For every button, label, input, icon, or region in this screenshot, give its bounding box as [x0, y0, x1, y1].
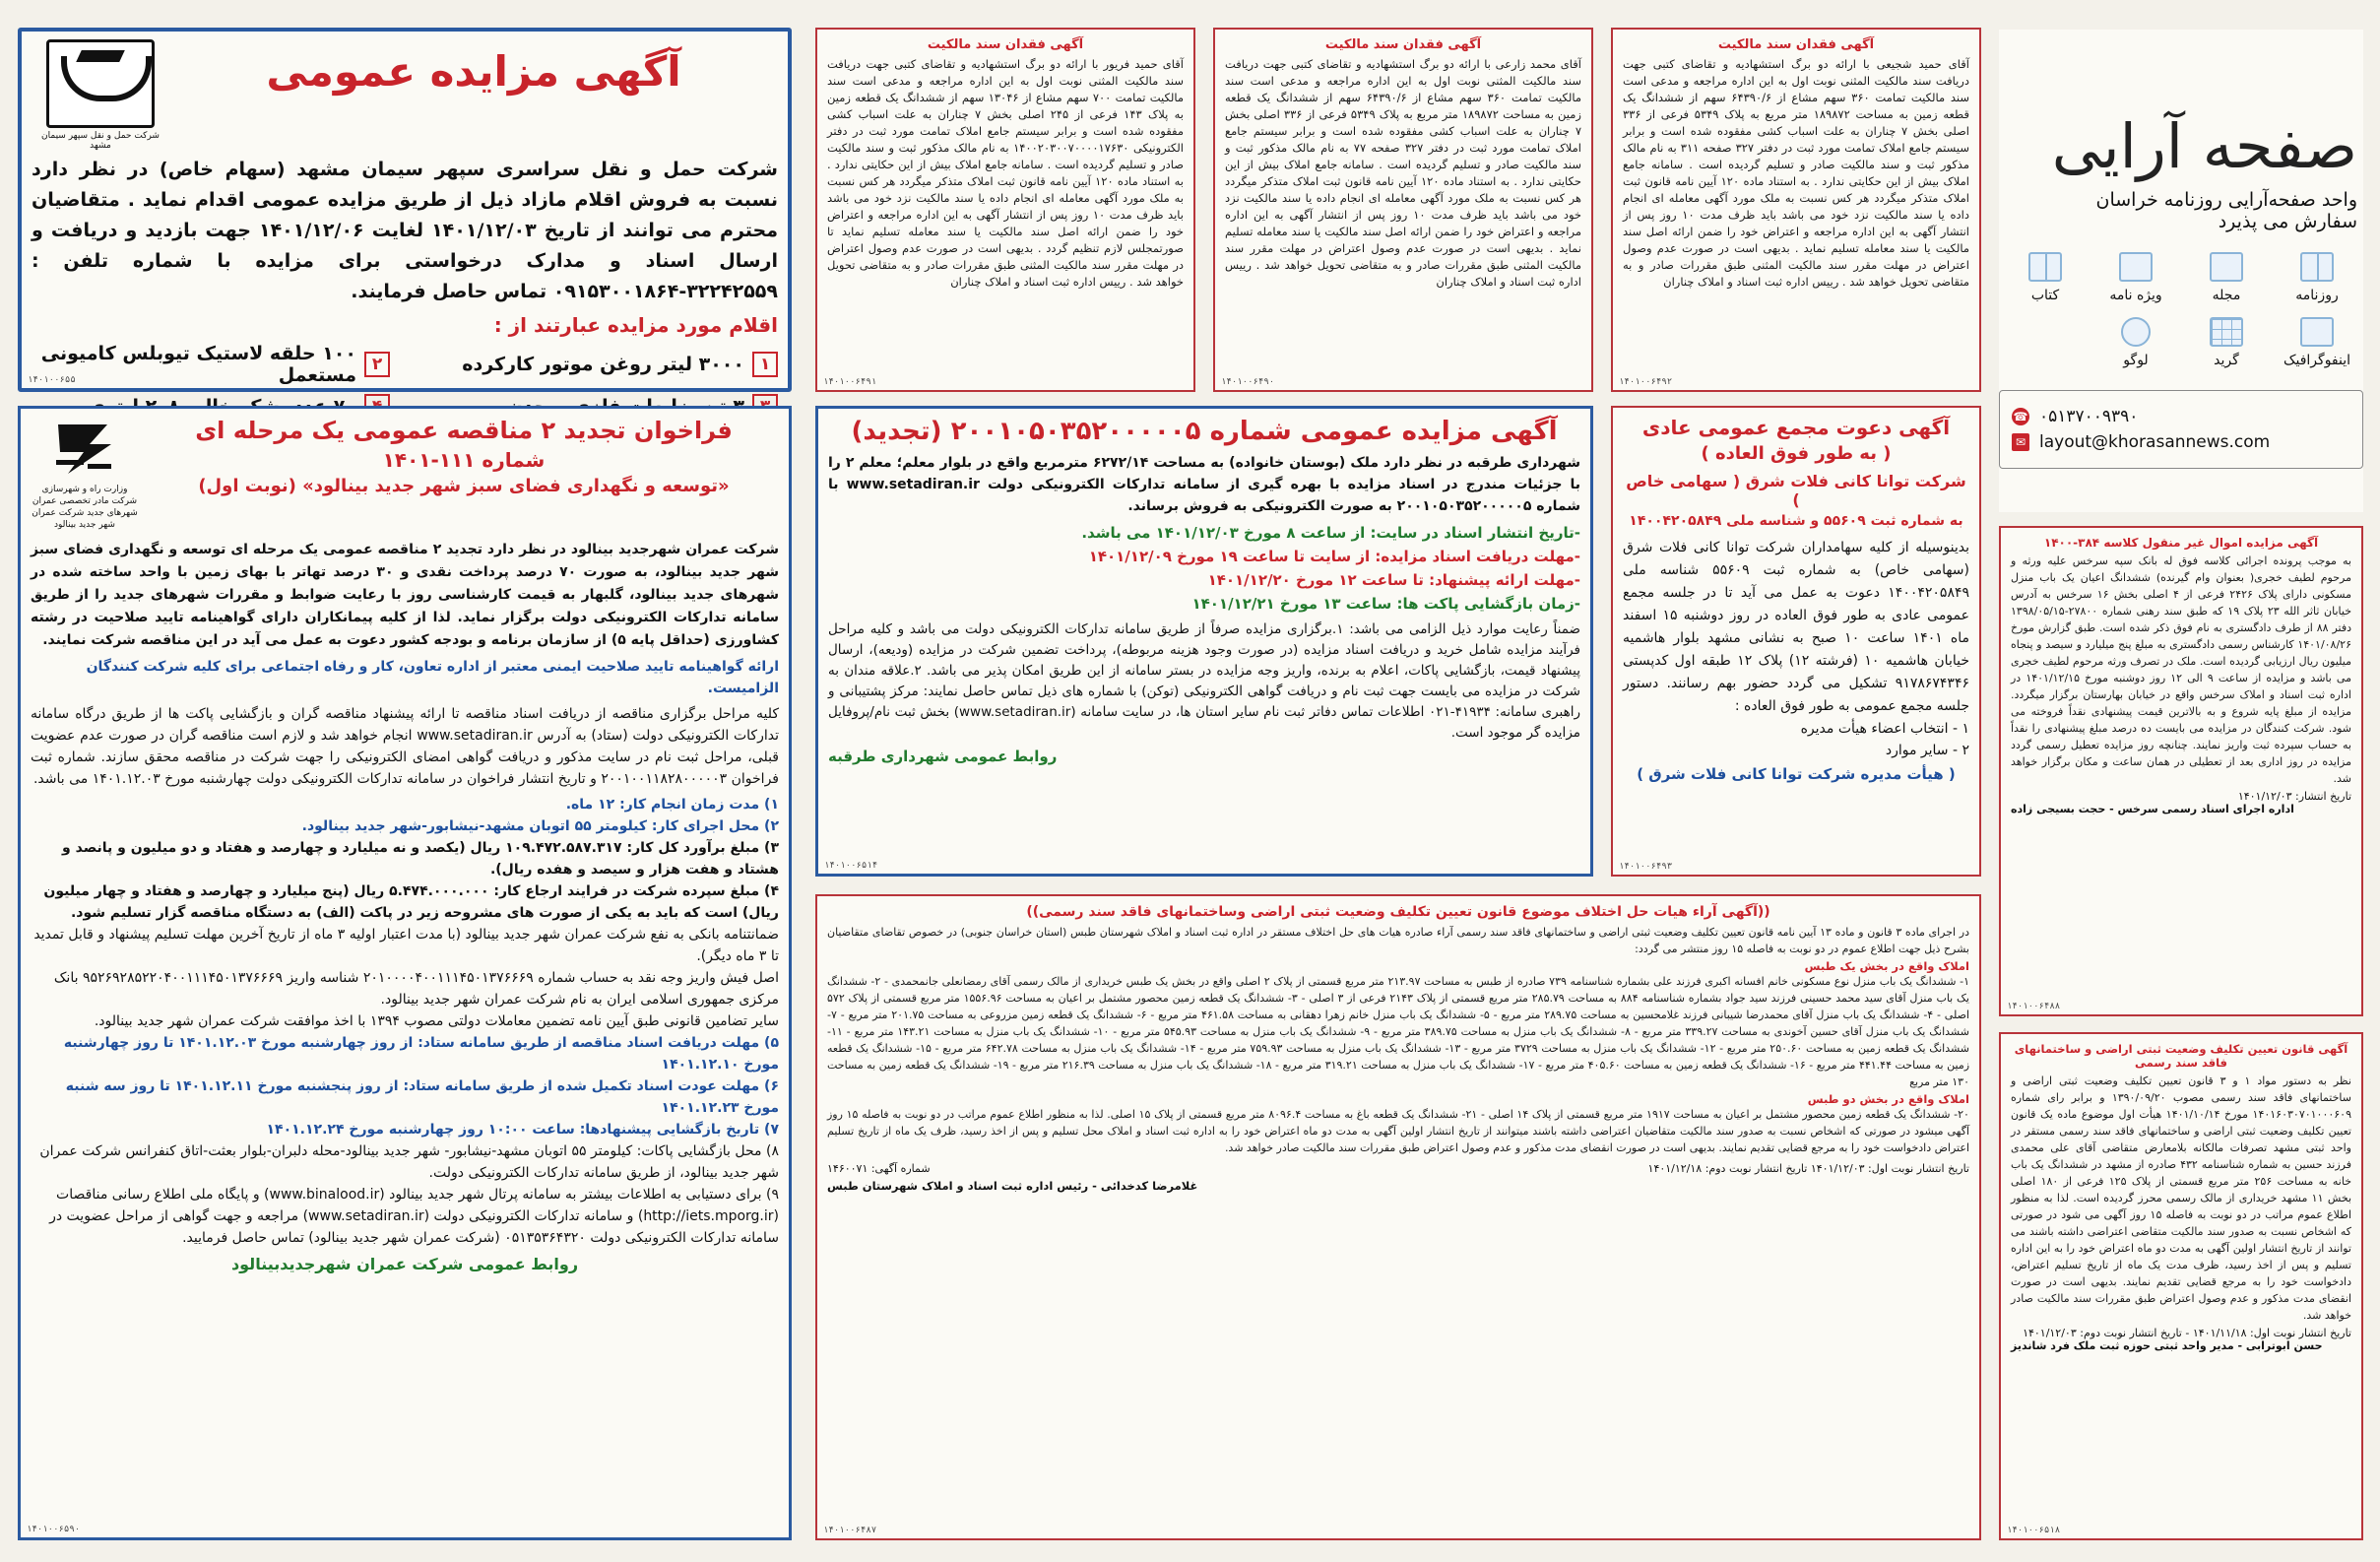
municipal-auction-ad — [815, 406, 1593, 877]
ministry-logo-icon — [50, 417, 119, 480]
assembly-reg: به شماره ثبت ۵۵۶۰۹ و شناسه ملی ۱۴۰۰۴۲۰۵۸۴۹ — [1629, 513, 1963, 529]
land-law-section-1: املاک واقع در بخش یک طبس — [1804, 959, 1969, 973]
municipal-dates — [828, 521, 1580, 616]
logo-icon — [2121, 317, 2151, 347]
tender-number: شماره ۱۱۱-۱۴۰۱ — [382, 448, 546, 472]
tender-logo-caption: وزارت راه و شهرسازی شرکت مادر تخصصی عمران شهرهای جدید شرکت عمران شهر جدید بینالود — [32, 485, 138, 530]
layout-title: صفحه آرایی — [2051, 110, 2357, 182]
land-law-title: ((آگهی آراء هیات حل اختلاف موضوع قانون تعیین تکلیف وضعیت ثبتی اراضی وساختمانهای فاقد سند رسمی)) — [1026, 904, 1770, 920]
land-law-small-footer: حسن ابوترابی - مدیر واحد ثبتی حوزه ثبت ملک فرد شاندیز — [2011, 1339, 2323, 1352]
land-law-section-2: املاک واقع در بخش دو طبس — [1807, 1092, 1969, 1106]
municipal-code: ۱۴۰۱۰۰۶۵۱۴ — [824, 861, 878, 871]
land-law-small-code: ۱۴۰۱۰۰۶۵۱۸ — [2007, 1526, 2061, 1535]
auction-item: ۲ ۱۰۰ حلقه لاستیک تیوبلس کامیونی مستعمل — [32, 343, 390, 386]
special-issue-icon — [2119, 252, 2153, 282]
property-auction-footer: اداره اجرای اسناد رسمی سرخس - حجت بسیجی زاده — [2011, 803, 2294, 815]
infographic-icon — [2300, 317, 2334, 347]
layout-contact-box — [1999, 390, 2363, 469]
tender-body: کلیه مراحل برگزاری مناقصه از دریافت اسناد مناقصه تا ارائه پیشنهاد مناقصه گران و بازگشایی پاکت ها از طریق درگاه سامانه تدارکات الکترونیکی دولت (ستاد) به آدرس www.setadiran.ir انجام خواهد شد و لازم است مناقصه گران در صورت عدم عضویت قبلی، مراحل ثبت نام در سایت مذکور و دریافت گواهی امضای الکترونیکی را جهت شرکت در مناقصه محقق سازند. شماره ثبت فراخوان ۲۰۰۱۰۰۱۱۸۲۸۰۰۰۰۰۳ و تاریخ انتشار فراخوان در سامانه تدارکات الکترونیکی دولت چهارشنبه مورخ ۱۴۰۱.۱۲.۰۳ می باشد. — [31, 706, 779, 787]
assembly-agenda — [1623, 718, 1969, 761]
email-icon: ✉ — [2012, 433, 2029, 451]
auction-logo-caption: شرکت حمل و نقل سپهر سیمان مشهد — [41, 131, 160, 151]
loss-ad-2 — [1213, 28, 1593, 392]
auction-items-heading: اقلام مورد مزایده عبارتند از : — [493, 313, 778, 337]
tender-note: ارائه گواهینامه تایید صلاحیت ایمنی معتبر از اداره تعاون، کار و رفاه اجتماعی برای کلیه شرکت کنندگان الزامیست. — [86, 659, 779, 696]
auction-ad — [18, 28, 792, 392]
tender-clause: سایر تضامین قانونی طبق آیین نامه تضمین معاملات دولتی مصوب ۱۳۹۴ با اخذ موافقت شرکت عمران شهر جدید بینالود. — [94, 1013, 779, 1029]
layout-service-ad — [1999, 30, 2363, 512]
property-auction-date: تاریخ انتشار: ۱۴۰۱/۱۲/۰۳ — [2237, 790, 2351, 803]
service-newspaper: روزنامه — [2277, 252, 2357, 303]
loss-ad-3 — [1611, 28, 1981, 392]
grid-icon — [2210, 317, 2243, 347]
land-law-meta — [827, 1162, 1969, 1175]
property-auction-title: آگهی مزایده اموال غیر منقول کلاسه ۳۸۴-۱۴۰۰ — [2043, 536, 2319, 550]
layout-subtitle-2: سفارش می پذیرد — [2218, 211, 2357, 232]
loss-ad-code: ۱۴۰۱۰۰۶۴۹۲ — [1619, 377, 1673, 387]
property-auction-ad — [1999, 526, 2363, 1016]
assembly-agenda-item: ۲ - سایر موارد — [1885, 743, 1969, 758]
land-law-rows: ۱- ششدانگ یک باب منزل نوع مسکونی خانم افسانه اکبری فرزند علی بشماره شناسنامه ۷۳۹ صادره از طبس به مساحت ۲۱۳.۹۷ متر مربع قسمتی از پلاک ۲ اصلی واقع در بخش یک طبس خریداری از مالک رسمی آقای رمضانعلی جانمحمدی - ۲- ششدانگ یک باب منزل آقای سید محمد حسینی فرزند سید جواد بشماره شناسنامه ۸۸۴ به مساحت ۲۸۵.۷۹ متر مربع قسمتی از پلاک ۲۱۴۳ فرعی از ۳ اصلی - ۳- ششدانگ یک قطعه زمین محصور مشتمل بر اعیان به مساحت ۱۵۵۶.۹۶ متر مربع قسمتی از پلاک ۵۷۲ اصلی - ۴- ششدانگ یک باب منزل آقای محمدرضا شیبانی فرزند غلامحسین به مساحت ۲۸۹.۷۵ متر مربع - ۵- ششدانگ یک باب منزل خانم زهرا دهقانی به مساحت ۴۶۱.۵۸ متر مربع - ۶- ششدانگ یک قطعه زمین مزروعی به مساحت ۲۰۱.۷۵ متر مربع - ۷- ششدانگ یک باب منزل آقای حسین آخوندی به مساحت ۳۳۹.۲۷ متر مربع - ۸- ششدانگ یک باب منزل به مساحت ۳۸۹.۷۵ متر مربع - ۹- ششدانگ یک باب منزل به مساحت ۵۴۵.۹۳ متر مربع - ۱۰- ششدانگ یک باب منزل به مساحت ۱۴۳.۲۱ متر مربع - ۱۱- ششدانگ یک قطعه زمین به مساحت ۲۵۰.۶۰ متر مربع - ۱۲- ششدانگ یک باب منزل به مساحت ۳۷۲۹ متر مربع - ۱۳- ششدانگ یک باب منزل به مساحت ۷۵۹.۹۳ متر مربع - ۱۴- ششدانگ یک باب منزل به مساحت ۶۴۲.۷۸ متر مربع - ۱۵- ششدانگ یک قطعه زمین به مساحت ۴۴۱.۴۴ متر مربع - ۱۶- ششدانگ یک قطعه زمین به مساحت ۴۰۵.۶۰ متر مربع - ۱۷- ششدانگ یک باب منزل به مساحت ۳۱۹.۲۱ متر مربع - ۱۸- ششدانگ یک باب منزل به مساحت ۲۱۶.۳۹ متر مربع - ۱۹- ششدانگ یک قطعه زمین به مساحت ۱۳۰ متر مربع — [827, 975, 1970, 1088]
land-law-rows-2: ۲۰- ششدانگ یک قطعه زمین محصور مشتمل بر اعیان به مساحت ۱۹۱۷ متر مربع قسمتی از پلاک ۱۴ اصلی - ۲۱- ششدانگ یک قطعه باغ به مساحت ۸۰۹۶.۴ متر مربع قسمتی از پلاک ۱۵ اصلی. لذا به منظور اطلاع عموم مراتب در دو نوبت به فاصله ۱۵ روز آگهی میشود در صورتی که اشخاص نسبت به صدور سند مالکیت متقاضیان اعتراضی داشته باشند میتوانند از تاریخ انتشار اولین آگهی به مدت دو ماه اعتراض خود را به اداره ثبت اسناد و املاک محل تسلیم و پس از اخذ رسید، ظرف یک ماه از تاریخ تسلیم اعتراض دادخواست خود را به مرجع قضایی تقدیم نمایند. بدیهی است در صورت انقضای مدت مذکور و عدم وصول اعتراض طبق مقررات سند مالکیت صادر خواهد شد. — [827, 1108, 1969, 1154]
land-law-small-body: نظر به دستور مواد ۱ و ۳ قانون تعیین تکلیف وضعیت ثبتی اراضی و ساختمانهای فاقد سند رسمی مصوب ۱۳۹۰/۰۹/۲۰ و برابر رای شماره ۱۴۰۱۶۰۳۰۷۰۱۰۰۰۶۰۹ مورخ ۱۴۰۱/۱۰/۱۴ هیأت اول موضوع ماده یک قانون تعیین تکلیف وضعیت ثبتی اراضی و ساختمانهای فاقد سند رسمی مستقر در واحد ثبتی مشهد تصرفات مالکانه بلامعارض متقاضی آقای علی محمدی فرزند حسین به شماره شناسنامه ۴۳۲ صادره از مشهد در ششدانگ یک باب خانه به مساحت ۲۵۶ متر مربع قسمتی از پلاک ۱۲۵ فرعی از ۱۸۰ اصلی بخش ۱۱ مشهد خریداری از مالک رسمی محرز گردیده است. لذا به منظور اطلاع عموم مراتب در دو نوبت به فاصله ۱۵ روز آگهی می شود در صورتی که اشخاص نسبت به صدور سند مالکیت متقاضی اعتراضی داشته باشند می توانند از تاریخ انتشار اولین آگهی به مدت دو ماه اعتراض خود را به این اداره تسلیم و پس از اخذ رسید، ظرف مدت یک ماه از تاریخ تسلیم اعتراض، دادخواست خود را به مرجع قضایی تقدیم نمایند. بدیهی است در صورت انقضای مدت مذکور و عدم وصول اعتراض طبق مقررات سند مالکیت صادر خواهد شد. — [2011, 1074, 2352, 1322]
tender-footer: روابط عمومی شرکت عمران شهرجدیدبینالود — [230, 1255, 579, 1273]
municipal-intro: شهرداری طرقبه در نظر دارد ملک (بوستان خانواده) به مساحت ۶۲۷۲/۱۴ مترمربع واقع در بلوار معلم؛ معلم ۲ را با جزئیات مندرج در اسناد مزایده با بهره گیری از سامانه تدارکات الکترونیکی دولت www.setadiran.ir با شماره ۲۰۰۱۰۵۰۳۵۲۰۰۰۰۰۵ به صورت الکترونیکی به فروش برساند. — [828, 455, 1581, 514]
land-law-ad — [815, 894, 1981, 1540]
assembly-title: آگهی دعوت مجمع عمومی عادی — [1641, 416, 1951, 439]
service-special-issue: ویژه نامه — [2095, 252, 2176, 303]
book-icon — [2028, 252, 2062, 282]
tender-clauses — [31, 794, 779, 1249]
tender-clause: ۳) مبلغ برآورد کل کار: ۱۰۹.۴۷۲.۵۸۷.۳۱۷ ریال (یکصد و نه میلیارد و چهارصد و هفتاد و دو میلیون و پانصد و هشتاد و هفت هزار و سیصد و هفده ریال). — [62, 840, 779, 878]
layout-subtitle-1: واحد صفحه‌آرایی روزنامه خراسان — [2095, 189, 2357, 211]
tender-logo — [31, 417, 139, 531]
loss-ad-text: آقای محمد زارعی با ارائه دو برگ استشهادیه و تقاضای کتبی جهت دریافت سند مالکیت المثنی نوبت اول به این اداره مراجعه و مدعی است سند مالکیت تمامت ۳۶۰ سهم مشاع از ۶۴۳۹۰/۶ سهم از ششدانگ یک قطعه زمین به مساحت ۱۸۹۸۷۲ متر مربع به پلاک ۵۳۴۹ فرعی از ۳۳۶ اصلی بخش ۷ چناران به علت اسباب کشی مفقوده شده است و برابر سیستم جامع املاک تمامت مورد ثبت در دفتر ۳۲۷ صفحه ۷۷ به نام مالک مذکور ثبت و سند مالکیت صادر و تسلیم گردیده است . سامانه جامع املاک بیش از این حکایتی ندارد . به استناد ماده ۱۲۰ آیین نامه قانون ثبت املاک متذکر میگردد هر کس نسبت به ملک مورد آگهی معامله ای انجام داده یا سند مالکیت نزد خود می باشد باید ظرف مدت ۱۰ روز پس از انتشار آگهی به این اداره مراجعه و اعتراض خود را ضمن ارائه اصل سند مالکیت یا سند معامله تسلیم نماید . بدیهی است در صورت عدم وصول اعتراض در مهلت مقرر سند مالکیت المثنی طبق مقررات صادر و به متقاضی تحویل خواهد شد . رییس اداره ثبت اسناد و املاک چناران — [1225, 57, 1582, 289]
sepehr-logo-icon — [46, 39, 155, 128]
land-law-footer: غلامرضا کدخدائی - رئیس اداره ثبت اسناد و املاک شهرستان طبس — [827, 1179, 1198, 1193]
assembly-company: شرکت توانا کانی فلات شرق ( سهامی خاص ) — [1626, 472, 1966, 509]
tender-clause: ضمانتنامه بانکی به نفع شرکت عمران شهر جدید بینالود (با مدت اعتبار اولیه ۳ ماه از تاریخ آخرین مهلت تسلیم پیشنهاد و قابل تمدید تا ۳ ماه دیگر). — [33, 927, 779, 964]
assembly-subtitle: ( به طور فوق العاده ) — [1701, 443, 1892, 464]
assembly-body: بدینوسیله از کلیه سهامداران شرکت توانا کانی فلات شرق (سهامی خاص) به شماره ثبت ۵۵۶۰۹ شناسه ملی ۱۴۰۰۴۲۰۵۸۴۹ دعوت به عمل می آید تا در جلسه مجمع عمومی عادی به طور فوق العاده در روز دوشنبه ۱۵ اسفند ماه ۱۴۰۱ ساعت ۱۰ صبح به نشانی مشهد بلوار هاشمیه خیابان هاشمیه ۱۰ (فرشته ۱۲) پلاک ۱۲ طبقه اول کدپستی ۹۱۷۸۶۷۴۳۴۶ تشکیل می گردد حضور بهم رسانند. دستور جلسه مجمع عمومی به طور فوق العاده : — [1623, 540, 1969, 714]
loss-ad-1 — [815, 28, 1195, 392]
loss-ad-code: ۱۴۰۱۰۰۶۴۹۱ — [823, 377, 877, 387]
tender-clause: ۷) تاریخ بازگشایی پیشنهادها: ساعت ۱۰:۰۰ روز چهارشنبه مورخ ۱۴۰۱.۱۲.۲۴ — [266, 1122, 779, 1138]
land-law-dates: تاریخ انتشار نوبت اول: ۱۴۰۱/۱۲/۰۳ تاریخ انتشار نوبت دوم: ۱۴۰۱/۱۲/۱۸ — [1647, 1162, 1969, 1175]
municipal-date: -تاریخ انتشار اسناد در سایت: از ساعت ۸ مورخ ۱۴۰۱/۱۲/۰۳ می باشد. — [1081, 524, 1580, 542]
tender-clause: ۶) مهلت عودت اسناد تکمیل شده از طریق سامانه ستاد: از روز پنجشنبه مورخ ۱۴۰۱.۱۲.۱۱ تا روز سه شنبه مورخ ۱۴۰۱.۱۲.۲۳ — [65, 1078, 779, 1116]
tender-clause: ۴) مبلغ سپرده شرکت در فرایند ارجاع کار: ۵.۴۷۴.۰۰۰.۰۰۰ ریال (پنج میلیارد و چهارصد و هفتاد و چهار میلیون ریال) است که باید به یکی از صورت های مشروحه زیر در پاکت (الف) به دستگاه مناقصه گزار تسلیم شود. — [43, 883, 779, 921]
loss-ad-title: آگهی فقدان سند مالکیت — [1324, 37, 1482, 52]
service-logo: لوگو — [2095, 317, 2176, 368]
tender-intro: شرکت عمران شهرجدید بینالود در نظر دارد تجدید ۲ مناقصه عمومی یک مرحله ای توسعه و نگهداری فضای سبز شهر جدید بینالود، به صورت ۷۰ درصد پرداخت نقدی و ۳۰ درصد تهاتر با بهای زمین با واحد ساخته شده در شهرهای جدید بینالود، گلبهار به قیمت کارشناسی روز با رعایت ضوابط و مقررات شهرهای جدید را از طریق سامانه تدارکات الکترونیکی دولت برگزار نماید. لذا از کلیه پیمانکاران دارای گواهینامه تایید صلاحیت در رشته کشاورزی (حداقل پایه ۵) از سازمان برنامه و بودجه کشور دعوت به عمل می آید در این مناقصه شرکت نمایند. — [31, 542, 779, 648]
loss-ad-title: آگهی فقدان سند مالکیت — [1717, 37, 1875, 52]
municipal-title: آگهی مزایده عمومی شماره ۲۰۰۱۰۵۰۳۵۲۰۰۰۰۰۵ (تجدید) — [851, 417, 1558, 446]
municipal-date: -مهلت دریافت اسناد مزایده: از سایت تا ساعت ۱۹ مورخ ۱۴۰۱/۱۲/۰۹ — [1088, 548, 1580, 565]
municipal-date: -زمان بازگشایی پاکت ها: ساعت ۱۳ مورخ ۱۴۰۱/۱۲/۲۱ — [1191, 595, 1580, 613]
assembly-code: ۱۴۰۱۰۰۶۴۹۳ — [1619, 862, 1673, 872]
auction-title: آگهی مزایده عمومی — [266, 47, 681, 96]
tender-clause: ۸) محل بازگشایی پاکات: کیلومتر ۵۵ اتوبان مشهد-نیشابور- شهر جدید بینالود-محله دلبران-بلوار بعثت-اتاق کنفرانس شرکت عمران شهر جدید بینالود، از طریق سامانه تدارکات الکترونیکی دولت. — [39, 1143, 779, 1181]
land-law-intro: در اجرای ماده ۳ قانون و ماده ۱۳ آیین نامه قانون تعیین تکلیف وضعیت ثبتی اراضی و ساختمانهای فاقد سند رسمی آراء صادره هیات های حل اختلاف مستقر در اداره ثبت اسناد و املاک شهرستان طبس (استان خراسان جنوبی) در خصوص تقاضای متقاضیان بشرح ذیل جهت اطلاع عموم در دو نوبت به فاصله ۱۵ روز منتشر می گردد: — [827, 926, 1969, 955]
property-auction-code: ۱۴۰۱۰۰۶۴۸۸ — [2007, 1002, 2061, 1011]
auction-item: ۱ ۳۰۰۰ لیتر روغن موتور کارکرده — [419, 343, 778, 386]
tender-clause: ۲) محل اجرای کار: کیلومتر ۵۵ اتوبان مشهد-نیشابور-شهر جدید بینالود. — [301, 818, 779, 834]
loss-ad-code: ۱۴۰۱۰۰۶۴۹۰ — [1221, 377, 1275, 387]
newspaper-icon — [2300, 252, 2334, 282]
tender-clause: ۵) مهلت دریافت اسناد مناقصه از طریق سامانه ستاد: از روز چهارشنبه مورخ ۱۴۰۱.۱۲.۰۳ تا روز چهارشنبه مورخ ۱۴۰۱.۱۲.۱۰ — [63, 1035, 779, 1073]
tender-subject: «توسعه و نگهداری فضای سبز شهر جدید بینالود» (نوبت اول) — [198, 476, 730, 496]
service-book: کتاب — [2005, 252, 2086, 303]
assembly-ad — [1611, 406, 1981, 877]
municipal-body: ضمناً رعایت موارد ذیل الزامی می باشد: ۱.برگزاری مزایده صرفاً از طریق سامانه تدارکات الکترونیکی دولت می باشد و کلیه مراحل فرآیند مزایده شامل خرید و دریافت اسناد مزایده (در صورت وجود هزینه مربوطه)، پرداخت تضمین شرکت در مزایده (ودیعه)، ارسال پیشنهاد قیمت، بازگشایی پاکات، اعلام به برنده، واریز وجه مزایده در بستر سامانه از این طریق امکان پذیر می باشد. ۲.علاقه مندان به شرکت در مزایده می بایست جهت ثبت نام و دریافت گواهی الکترونیکی (توکن) با شماره های ذیل تماس حاصل نمایند: مرکز پشتیبانی و راهبری سامانه: ۴۱۹۳۴-۰۲۱ اطلاعات تماس دفاتر ثبت نام سایر استان ها، در سایت سامانه (www.setadiran.ir) بخش ثبت نام/پروفایل مزایده گر موجود است. — [828, 621, 1580, 741]
loss-ad-text: آقای حمید فریور با ارائه دو برگ استشهادیه و تقاضای کتبی جهت دریافت سند مالکیت المثنی نوبت اول به این اداره مراجعه و مدعی است سند مالکیت تمامت ۷۰۰ سهم مشاع از ۱۳۰۴۶ سهم از ششدانگ یک قطعه زمین به پلاک ۱۴۳ فرعی از ۲۴۵ اصلی بخش ۷ چناران به علت اسباب کشی مفقوده شده است و برابر سیستم جامع املاک تمامت مورد ثبت در دفتر الکترونیکی ۱۴۰۰۲۰۳۰۰۷۰۰۰۰۱۷۶۳۰ به نام مالک مذکور ثبت و سند مالکیت صادر و تسلیم گردیده است . سامانه جامع املاک بیش از این حکایتی ندارد . به استناد ماده ۱۲۰ آیین نامه قانون ثبت املاک متذکر میگردد هر کس نسبت به ملک مورد آگهی معامله ای انجام داده یا سند مالکیت نزد خود می باشد باید ظرف مدت ۱۰ روز پس از انتشار آگهی به این اداره مراجعه و اعتراض خود را ضمن ارائه اصل سند مالکیت یا سند معامله تسلیم نماید تا صورتمجلس لازم تنظیم گردد . بدیهی است در صورت عدم وصول اعتراض در مهلت مقرر سند مالکیت المثنی طبق مقررات صادر و به متقاضی تحویل خواهد شد . رییس اداره ثبت اسناد و املاک چناران — [827, 57, 1185, 289]
phone-icon: ☎ — [2013, 410, 2028, 423]
layout-email: layout@khorasannews.com — [2039, 432, 2271, 452]
layout-services-grid — [1999, 252, 2363, 368]
land-law-ad-number: شماره آگهی: ۱۴۶۰۰۷۱ — [827, 1162, 931, 1175]
tender-ad — [18, 406, 792, 1540]
municipal-date: -مهلت ارائه پیشنهاد: تا ساعت ۱۲ مورخ ۱۴۰۱/۱۲/۲۰ — [1207, 571, 1580, 589]
tender-title: فراخوان تجدید ۲ مناقصه عمومی یک مرحله ای — [195, 417, 733, 444]
tender-code: ۱۴۰۱۰۰۶۵۹۰ — [27, 1525, 81, 1534]
magazine-icon — [2210, 252, 2243, 282]
assembly-agenda-item: ۱ - انتخاب اعضاء هیأت مدیره — [1800, 721, 1969, 737]
tender-clause: ۹) برای دستیابی به اطلاعات بیشتر به سامانه پرتال شهر جدید بینالود (www.binalood.ir) و پایگاه ملی اطلاع رسانی مناقصات (http://iets.mporg.ir) و سامانه تدارکات الکترونیکی دولت (www.setadiran.ir) مراجعه و جهت گواهی از مراحل عضویت در سامانه تدارکات الکترونیکی دولت ۰۵۱۳۵۳۶۴۳۲۰ (شرکت عمران شهر جدید بینالود) تماس حاصل فرمایید. — [49, 1187, 779, 1246]
auction-code: ۱۴۰۱۰۰۶۵۵ — [28, 375, 76, 385]
land-law-small-ad — [1999, 1032, 2363, 1540]
auction-logo — [32, 39, 169, 151]
service-grid: گرید — [2186, 317, 2267, 368]
loss-ad-title: آگهی فقدان سند مالکیت — [927, 37, 1084, 52]
auction-paragraph: شرکت حمل و نقل سراسری سپهر سیمان مشهد (سهام خاص) در نظر دارد نسبت به فروش اقلام مازاد ذیل از طریق مزایده عمومی اقدام نماید . متقاضیان محترم می توانند از تاریخ ۱۴۰۱/۱۲/۰۳ لغایت ۱۴۰۱/۱۲/۰۶ جهت بازدید و دریافت و ارسال اسناد و مدارک درخواستی برای مزایده با شماره تلفن : ۳۲۲۴۲۵۵۹-۰۹۱۵۳۰۰۱۸۶۴ تماس حاصل فرمایند. — [32, 159, 778, 302]
loss-ad-text: آقای حمید شجیعی با ارائه دو برگ استشهادیه و تقاضای کتبی جهت دریافت سند مالکیت المثنی نوبت اول به این اداره مراجعه و مدعی است سند مالکیت تمامت ۳۶۰ سهم مشاع از ۶۴۳۹۰/۶ سهم از ششدانگ یک قطعه زمین به مساحت ۱۸۹۸۷۲ متر مربع به پلاک ۵۳۴۹ فرعی از ۳۳۶ اصلی بخش ۷ چناران به علت اسباب کشی مفقوده شده است و برابر سیستم جامع املاک تمامت مورد ثبت در دفتر ۳۲۷ صفحه ۳۱۱ به نام مالک مذکور ثبت و سند مالکیت صادر و تسلیم گردیده است . سامانه جامع املاک بیش از این حکایتی ندارد . به استناد ماده ۱۲۰ آیین نامه قانون ثبت املاک متذکر میگردد هر کس نسبت به ملک مورد آگهی معامله ای انجام داده یا سند مالکیت نزد خود می باشد باید ظرف مدت ۱۰ روز پس از انتشار آگهی به این اداره مراجعه و اعتراض خود را ضمن ارائه اصل سند مالکیت یا سند معامله تسلیم نماید . بدیهی است در صورت عدم وصول اعتراض در مهلت مقرر سند مالکیت المثنی طبق مقررات صادر و به متقاضی تحویل خواهد شد . رییس اداره ثبت اسناد و املاک چناران — [1623, 57, 1970, 289]
tender-clause: ۱) مدت زمان انجام کار: ۱۲ ماه. — [565, 797, 779, 813]
service-magazine: مجله — [2186, 252, 2267, 303]
layout-phone: ۰۵۱۳۷۰۰۹۳۹۰ — [2039, 407, 2139, 426]
municipal-footer: روابط عمومی شهرداری طرقبه — [828, 748, 1058, 765]
assembly-footer: ( هیأت مدیره شرکت توانا کانی فلات شرق ) — [1637, 765, 1956, 783]
land-law-small-title: آگهی قانون تعیین تکلیف وضعیت ثبتی اراضی و ساختمانهای فاقد سند رسمی — [2014, 1042, 2348, 1070]
land-law-code: ۱۴۰۱۰۰۶۴۸۷ — [823, 1526, 877, 1535]
land-law-small-dates: تاریخ انتشار نوبت اول: ۱۴۰۱/۱۱/۱۸ - تاریخ انتشار نوبت دوم: ۱۴۰۱/۱۲/۰۳ — [2023, 1327, 2351, 1339]
tender-clause: اصل فیش واریز وجه نقد به حساب شماره ۲۰۱۰۰۰۰۴۰۰۱۱۱۴۵۰۱۳۷۶۶۶۹ شناسه واریز ۹۵۲۶۹۲۸۵۲۲۰۴۰۰۱۱۱۴۵۰۱۳۷۶۶۶۹ بانک مرکزی جمهوری اسلامی ایران به نام شرکت عمران شهر جدید بینالود. — [53, 970, 779, 1008]
property-auction-body: به موجب پرونده اجرائی کلاسه فوق له بانک سپه سرخس علیه ورثه و مرحوم لطیف خجری( بعنوان وام گیرنده) ششدانگ اعیان یک باب منزل مسکونی دارای پلاک ۲۴۲۶ فرعی از ۴ اصلی بخش ۱۶ سرخس به آدرس خیابان ثاثر الله ۲۳ پلاک ۱۹ که طبق سند رهنی شماره ۲۷۸۰۰-۱۳۹۸/۰۵/۱۵ دفتر ۸۸ از طرف دادگستری به نام فوق ذکر شده است. طبق گزارش مورخ ۱۴۰۱/۰۸/۲۶ کارشناس رسمی دادگستری به مبلغ پنج میلیارد و سیصد و پنجاه میلیون ریال ارزیابی گردیده است. ملک در تصرف ورثه مرحوم لطیف خجری می باشد و مزایده از ساعت ۹ الی ۱۲ روز دوشنبه مورخ ۱۴۰۱/۱۲/۱۵ در اداره ثبت اسناد و املاک سرخس واقع در خیابان بهارستان برگزار میگردد. مزایده از مبلغ پایه شروع و به بالاترین قیمت پیشنهادی نقداً فروخته می شود. شرکت کنندگان در مزایده می بایست ده درصد مبلغ پیشنهادی را نقداً به حساب سپرده ثبت واریز نمایند. چنانچه روز مزایده تعطیل رسمی گردد مزایده در روز اداری بعد از تعطیلی در همان ساعت و مکان برگزار خواهد شد. — [2011, 554, 2352, 785]
service-infographic: اینفوگرافیک — [2277, 317, 2357, 368]
